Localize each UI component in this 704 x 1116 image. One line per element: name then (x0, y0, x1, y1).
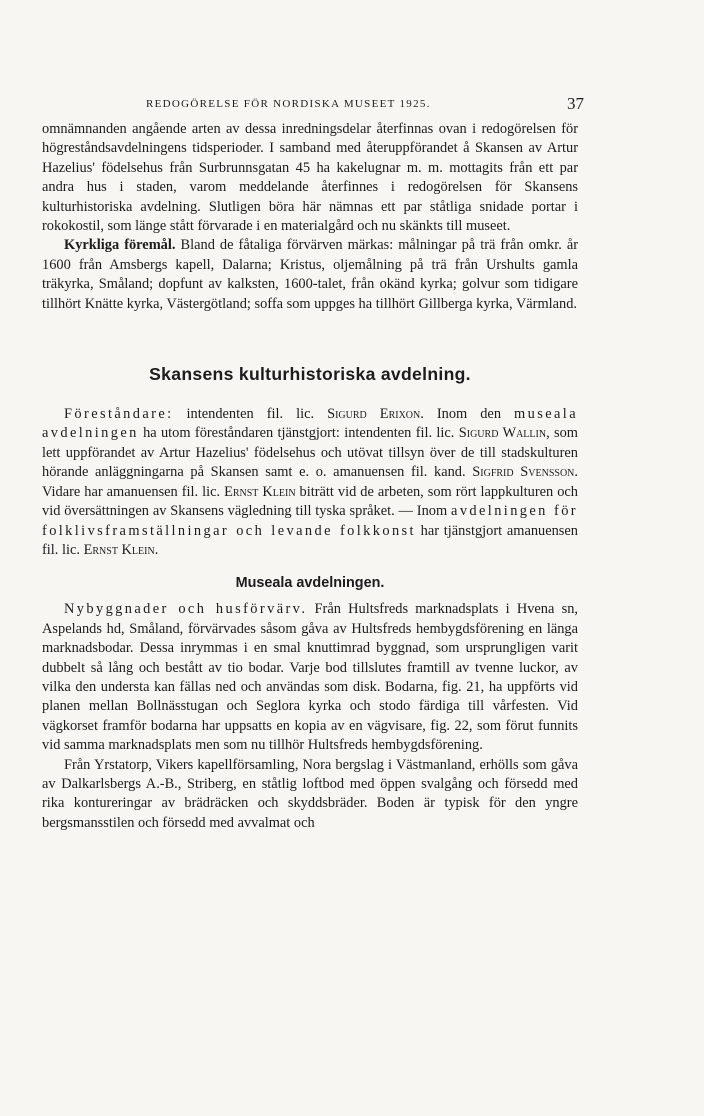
department-name: avdelningen för folklivsframställningar och levande folkkonst (42, 503, 578, 539)
paragraph-intro: omnämnanden angående arten av dessa inredningsdelar återfinnas ovan i redogörelsen för högreståndsavdelningens tidsperioder. I samband med återuppförandet å Skansen av Artur Hazelius' födelsehus från Surbrunnsgatan 45 ha kakelugnar m. m. mottagits från ett par andra hus i staden, varom meddelande återfinnes i redogörelsen för Skansens kulturhistoriska avdelning. Slutligen böra här nämnas ett par ståtliga snidade portar i rokokostil, som länge stått förvarade i en materialgård och nu skänkts till museet. (42, 121, 578, 235)
department-name: museala avdelningen (42, 406, 578, 442)
page-number: 37 (567, 94, 584, 113)
running-header (42, 94, 584, 120)
running-title: REDOGÖRELSE FÖR NORDISKA MUSEET 1925. (146, 98, 431, 110)
person-name: Sigurd Erixon (327, 406, 421, 423)
paragraph-yrstatorp: Från Yrstatorp, Vikers kapellförsamling, Nora bergslag i Västmanland, erhölls som gåva av Dalkarlsbergs A.-B., Striberg, en ståtlig loftbod med öppen svalgång och försedd med rika kontureringar av brädräcken och skyddsbräder. Boden är typisk för den yngre bergsmansstilen och försedd med avvalmat och (42, 756, 578, 831)
paragraph-kyrkliga (42, 236, 578, 314)
kyrkliga-text: Bland de fåtaliga förvärven märkas: målningar på trä från omkr. år 1600 från Amsbergs kapell, Dalarna; Kristus, oljemålning på trä från Urshults gamla träkyrka, Småland; dopfunt av kalksten, 1600-talet, från okänd kyrka; golvur som tidigare tillhört Knätte kyrka, Västergötland; soffa som uppges ha tillhört Gillberga kyrka, Värmland. (42, 237, 579, 312)
nybyggnader-text: Från Hultsfreds marknadsplats i Hvena sn, Aspelands hd, Småland, förvärvades såsom gåva av Hultsfreds hembygdsförening en längа marknadsbodar. Dessa inrymmas i en smal knuttimrad byggnad, som ursprungligen varit dubbelt så lång och bestått av tio bodar. Varje bod tillslutes framtill av tvenne luckor, av vilka den understa kan fällas ned och användas som disk. Bodarna, fig. 21, ha uppförts vid planen mellan Bollnässtugan och Seglora kyrka och stodo färdiga till vårfesten. Vid vägkorset framför bodarna har uppsatts en kopia av en vägvisare, fig. 22, som förut funnits vid samma marknadsplats men som nu tillhör Hultsfreds hembygdsförening. (42, 601, 578, 754)
person-name: Ernst Klein (83, 541, 155, 558)
staff-lead: Föreståndare: (64, 406, 174, 423)
person-name: Ernst Klein (224, 483, 296, 500)
section-title: Skansens kulturhistoriska avdelning. (149, 364, 471, 385)
subsection-title: Museala avdelningen. (235, 575, 385, 592)
person-name: Sigurd Wallin (458, 425, 547, 442)
person-name: Sigfrid Svensson (472, 464, 575, 481)
kyrkliga-heading: Kyrkliga föremål. (64, 237, 176, 254)
paragraph-staff: Föreståndare: intendenten fil. lic. Sigurd Erixon. Inom den museala avdelningen ha utom föreståndaren tjänstgjort: intendenten fil. lic. Sigurd Wallin, som lett uppförandet av Artur Hazelius' födelsehus och utövat tillsyn över de till stadskulturen hörande anläggningarna på Skansen samt e. o. amanuensen fil. kand. Sigfrid Svensson. Vidare har amanuensen fil. lic. Ernst Klein biträtt vid de arbeten, som rört lappkulturen och vid översättningen av Skansens vägledning till tyska språket. — Inom avdelningen för folklivsframställningar och levande folkkonst har tjänstgjort amanuensen fil. lic. Ernst Klein. (42, 406, 579, 558)
paragraph-nybyggnader (42, 600, 578, 755)
nybyggnader-lead: Nybyggnader och husförvärv. (64, 601, 308, 618)
document-page (42, 94, 584, 833)
